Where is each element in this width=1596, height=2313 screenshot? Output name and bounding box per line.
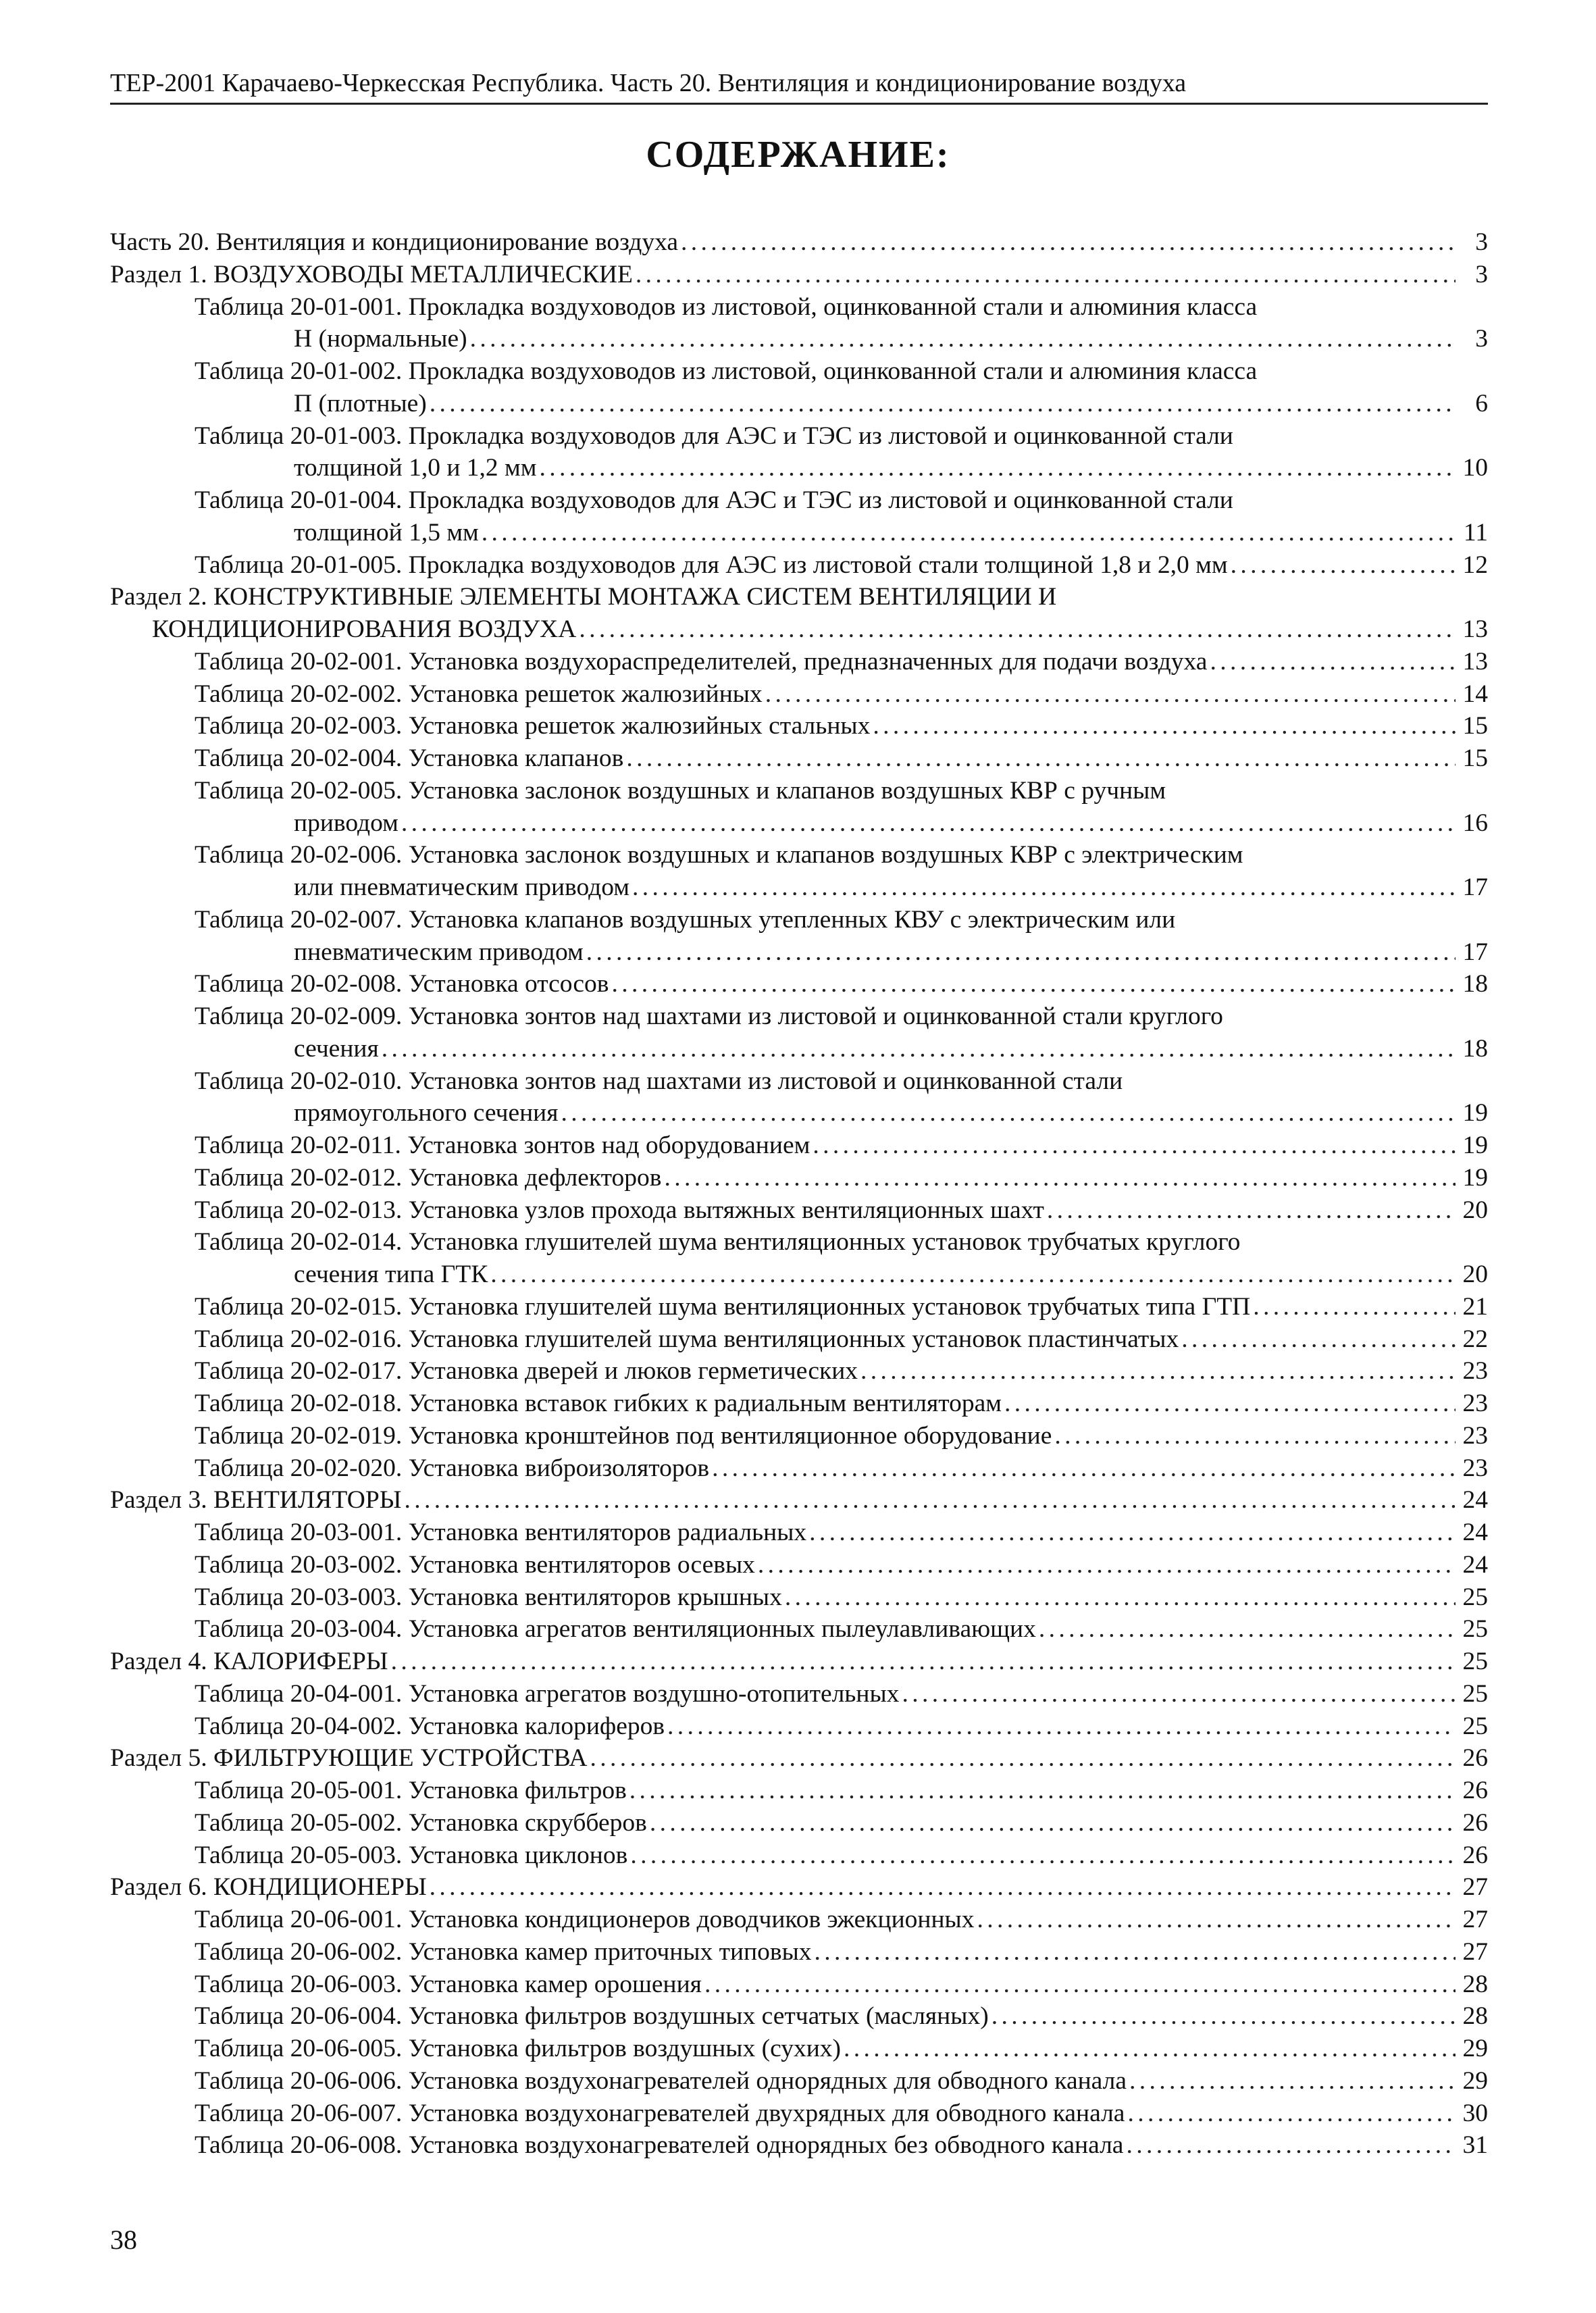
toc-entry-title: Таблица 20-05-002. Установка скрубберов [195,1808,647,1837]
toc-section-entry[interactable] [110,1742,1488,1775]
toc-entry-title: Н (нормальные) [294,325,467,353]
toc-entry-title: сечения типа ГТК [294,1261,488,1288]
dot-leader [1054,1420,1456,1452]
toc-entry-title: Таблица 20-02-017. Установка дверей и люков герметических [195,1357,858,1386]
toc-section-entry[interactable] [110,581,1488,613]
toc-table-entry[interactable] [110,1259,1488,1291]
toc-entry-title: Таблица 20-02-016. Установка глушителей шума вентиляционных установок пластинчатых [195,1325,1179,1353]
dot-leader [1181,1323,1456,1356]
toc-entry-title: Таблица 20-06-006. Установка воздухонагревателей однорядных для обводного канала [195,2066,1127,2095]
toc-entry-title: Часть 20. Вентиляция и кондиционирование воздуха [110,228,679,256]
dot-leader [1047,1194,1456,1227]
toc-entry-title: Таблица 20-04-002. Установка калориферов [195,1712,665,1740]
toc-table-entry[interactable] [110,1226,1488,1259]
dot-leader [404,1484,1456,1517]
toc-page-number: 23 [1462,1454,1488,1482]
toc-table-entry[interactable] [110,710,1488,742]
toc-entry-title: Таблица 20-05-003. Установка циклонов [195,1841,628,1869]
toc-section-entry[interactable] [110,1871,1488,1904]
toc-table-entry[interactable] [110,1420,1488,1452]
dot-leader [809,1517,1456,1549]
toc-table-entry[interactable] [110,1323,1488,1356]
toc-table-entry[interactable] [110,2129,1488,2162]
toc-table-entry[interactable] [110,1968,1488,2001]
dot-leader [785,1581,1456,1614]
dot-leader [1126,2129,1456,2162]
toc-table-entry[interactable] [110,936,1488,969]
toc-table-entry[interactable] [110,1549,1488,1581]
toc-entry-title: Таблица 20-02-004. Установка клапанов [195,744,624,772]
toc-table-entry[interactable] [110,2065,1488,2098]
toc-entry-title: толщиной 1,5 мм [294,518,479,547]
toc-page-number: 18 [1462,1034,1488,1063]
toc-table-entry[interactable] [110,1452,1488,1485]
toc-table-entry[interactable] [110,291,1488,324]
toc-table-entry[interactable] [110,839,1488,871]
dot-leader [902,1678,1456,1710]
toc-entry-title: Таблица 20-02-012. Установка дефлекторов [195,1163,662,1192]
toc-page-number: 13 [1462,647,1488,676]
dot-leader [470,323,1456,355]
toc-table-entry[interactable] [110,484,1488,517]
dot-leader [586,936,1456,969]
dot-leader [430,388,1456,420]
dot-leader [1253,1291,1456,1323]
dot-leader [482,517,1456,549]
dot-leader [1210,646,1456,678]
toc-page-number: 24 [1462,1486,1488,1515]
toc-entry-title: приводом [294,809,398,837]
toc-entry-title: Таблица 20-01-003. Прокладка воздуховодов для АЭС и ТЭС из листовой и оцинкованной стали [195,422,1233,450]
toc-page-number: 18 [1462,970,1488,998]
dot-leader [539,452,1456,484]
toc-entry-title: Таблица 20-05-001. Установка фильтров [195,1777,627,1804]
toc-entry-title: Таблица 20-01-001. Прокладка воздуховодов из листовой, оцинкованной стали и алюминия класса [195,293,1258,321]
toc-page-number: 26 [1462,1841,1488,1869]
toc-entry-title: Таблица 20-02-006. Установка заслонок воздушных и клапанов воздушных КВР с электрическим [195,841,1243,869]
toc-entry-title: Таблица 20-03-004. Установка агрегатов вентиляционных пылеулавливающих [195,1615,1036,1644]
toc-entry-title: Таблица 20-02-020. Установка виброизоляторов [195,1454,710,1482]
toc-entry-title: Таблица 20-03-002. Установка вентиляторов осевых [195,1550,755,1579]
dot-leader [813,1129,1456,1162]
dot-leader [765,678,1456,711]
toc-table-entry[interactable] [110,1775,1488,1807]
toc-entry-title: Раздел 6. КОНДИЦИОНЕРЫ [110,1873,427,1902]
toc-table-entry[interactable] [110,968,1488,1000]
dot-leader [1129,2065,1456,2098]
toc-page-number: 15 [1462,744,1488,772]
toc-entry-title: Раздел 3. ВЕНТИЛЯТОРЫ [110,1486,402,1515]
toc-table-entry[interactable] [110,1613,1488,1646]
toc-page-number: 13 [1462,615,1488,643]
dot-leader [667,1710,1456,1743]
toc-entry-title: Таблица 20-06-008. Установка воздухонагревателей однорядных без обводного канала [195,2131,1124,2160]
toc-table-entry[interactable] [110,2000,1488,2033]
toc-entry-title: Таблица 20-06-005. Установка фильтров воздушных (сухих) [195,2035,842,2062]
dot-leader [579,613,1456,646]
toc-section-entry[interactable] [110,259,1488,291]
toc-table-entry[interactable] [110,1065,1488,1098]
toc-page-number: 19 [1462,1099,1488,1127]
toc-page-number: 30 [1462,2099,1488,2127]
dot-leader [561,1097,1456,1129]
toc-table-entry[interactable] [110,807,1488,840]
toc-table-entry[interactable] [110,1194,1488,1227]
dot-leader [1231,549,1456,582]
toc-page-number: 31 [1462,2131,1488,2160]
toc-entry-title: сечения [294,1034,379,1063]
toc-table-entry[interactable] [110,549,1488,582]
toc-entry-title: Таблица 20-02-013. Установка узлов прохода вытяжных вентиляционных шахт [195,1196,1044,1224]
dot-leader [664,1162,1456,1194]
toc-entry-title: Таблица 20-02-008. Установка отсосов [195,970,609,998]
toc-page-number: 24 [1462,1519,1488,1546]
toc-page-number: 25 [1462,1615,1488,1644]
toc-entry-title: Раздел 5. ФИЛЬТРУЮЩИЕ УСТРОЙСТВА [110,1744,588,1773]
dot-leader [401,807,1456,840]
toc-table-entry[interactable] [110,1839,1488,1872]
toc-table-entry[interactable] [110,1033,1488,1065]
toc-entry-title: Таблица 20-02-019. Установка кронштейнов под вентиляционное оборудование [195,1421,1052,1450]
dot-leader [650,1807,1456,1839]
dot-leader [629,1775,1456,1807]
toc-page-number: 26 [1462,1808,1488,1837]
dot-leader [860,1355,1456,1388]
dot-leader [430,1871,1456,1904]
toc-table-entry[interactable] [110,1710,1488,1743]
toc-page-number: 27 [1462,1937,1488,1966]
toc-entry-title: Таблица 20-03-003. Установка вентиляторов крышных [195,1583,782,1611]
toc-page-number: 19 [1462,1132,1488,1159]
dot-leader [382,1033,1456,1065]
toc-page-number: 27 [1462,1906,1488,1933]
toc-entry-title: Таблица 20-02-011. Установка зонтов над оборудованием [195,1132,810,1159]
toc-page-number: 23 [1462,1357,1488,1386]
toc-page-number: 25 [1462,1648,1488,1675]
toc-table-entry[interactable] [110,1291,1488,1323]
toc-entry-title: Таблица 20-02-014. Установка глушителей шума вентиляционных установок трубчатых круглого [195,1228,1241,1256]
toc-page-number: 14 [1462,680,1488,708]
toc-table-entry[interactable] [110,1807,1488,1839]
toc-entry-title: Таблица 20-02-018. Установка вставок гибких к радиальным вентиляторам [195,1390,1002,1417]
toc-entry-title: П (плотные) [294,389,427,417]
toc-entry-title: прямоугольного сечения [294,1099,559,1127]
toc-entry-title: Таблица 20-02-003. Установка решеток жалюзийных стальных [195,712,871,740]
toc-entry-title: Таблица 20-06-007. Установка воздухонагревателей двухрядных для обводного канала [195,2099,1125,2127]
toc-table-entry[interactable] [110,420,1488,453]
page-title: СОДЕРЖАНИЕ: [646,134,950,176]
toc-page-number: 23 [1462,1421,1488,1450]
dot-leader [391,1646,1456,1678]
toc-table-entry[interactable] [110,2098,1488,2130]
toc-page-number: 22 [1462,1325,1488,1353]
toc-entry-title: толщиной 1,0 и 1,2 мм [294,454,537,482]
toc-page-number: 3 [1475,260,1488,288]
dot-leader [873,710,1456,742]
toc-page-number: 12 [1462,551,1488,579]
toc-page-number: 19 [1462,1163,1488,1192]
toc-entry-title: Таблица 20-02-001. Установка воздухораспределителей, предназначенных для подачи воздуха [195,647,1208,676]
toc-table-entry[interactable] [110,1162,1488,1194]
toc-entry-title: Таблица 20-06-004. Установка фильтров воздушных сетчатых (масляных) [195,2002,989,2031]
toc-table-entry[interactable] [110,2033,1488,2065]
toc-page-number: 11 [1463,518,1488,547]
toc-entry-title: Таблица 20-03-001. Установка вентиляторов радиальных [195,1519,807,1546]
dot-leader [1039,1613,1456,1646]
dot-leader [1004,1388,1456,1420]
toc-page-number: 15 [1462,712,1488,740]
toc-table-entry[interactable] [110,388,1488,420]
toc-entry-title: Таблица 20-02-007. Установка клапанов воздушных утепленных КВУ с электрическим или [195,905,1176,934]
toc-page-number: 21 [1462,1292,1488,1321]
dot-leader [844,2033,1456,2065]
toc-page-number: 17 [1462,938,1488,966]
toc-section-entry[interactable] [110,226,1488,259]
dot-leader [681,226,1456,259]
toc-table-entry[interactable] [110,517,1488,549]
dot-leader [992,2000,1456,2033]
toc-page-number: 20 [1462,1261,1488,1288]
dot-leader [1127,2098,1456,2130]
dot-leader [977,1904,1456,1936]
toc-table-entry[interactable] [110,646,1488,678]
toc-page-number: 3 [1475,228,1488,256]
toc-entry-title: КОНДИЦИОНИРОВАНИЯ ВОЗДУХА [152,615,577,643]
toc-table-entry[interactable] [110,1936,1488,1968]
toc-page-number: 29 [1462,2035,1488,2062]
page-number: 38 [110,2225,137,2255]
toc-table-entry[interactable] [110,1388,1488,1420]
toc-page-number: 26 [1462,1744,1488,1773]
toc-entry-title: Таблица 20-06-003. Установка камер орошения [195,1970,702,1998]
dot-leader [704,1968,1456,2001]
toc-table-entry[interactable] [110,1097,1488,1129]
toc-page-number: 25 [1462,1583,1488,1611]
toc-page-number: 29 [1462,2066,1488,2095]
toc-table-entry[interactable] [110,355,1488,388]
dot-leader [490,1259,1456,1291]
toc-entry-title: Таблица 20-04-001. Установка агрегатов воздушно-отопительных [195,1679,900,1708]
toc-entry-title: Таблица 20-01-005. Прокладка воздуховодов для АЭС из листовой стали толщиной 1,8 и 2,0 мм [195,551,1228,579]
dot-leader [758,1549,1456,1581]
toc-table-entry[interactable] [110,1517,1488,1549]
toc-page-number: 10 [1462,454,1488,482]
toc-table-entry[interactable] [110,1000,1488,1033]
toc-page-number: 28 [1462,1970,1488,1998]
toc-entry-title: Таблица 20-02-015. Установка глушителей шума вентиляционных установок трубчатых типа ГТП [195,1292,1251,1321]
toc-entry-title: Таблица 20-01-004. Прокладка воздуховодов для АЭС и ТЭС из листовой и оцинкованной стали [195,486,1233,514]
toc-page-number: 16 [1462,809,1488,837]
toc-page-number: 28 [1462,2002,1488,2031]
toc-table-entry[interactable] [110,1355,1488,1388]
dot-leader [626,742,1456,775]
dot-leader [630,1839,1456,1872]
toc-page-number: 17 [1462,873,1488,901]
toc-entry-title: или пневматическим приводом [294,873,630,901]
toc-page-number: 25 [1462,1712,1488,1740]
toc-table-entry[interactable] [110,742,1488,775]
toc-page-number: 25 [1462,1679,1488,1708]
dot-leader [632,871,1456,904]
toc-page-number: 23 [1462,1390,1488,1417]
dot-leader [590,1742,1456,1775]
toc-table-entry[interactable] [110,1678,1488,1710]
dot-leader [612,968,1456,1000]
toc-entry-title: Таблица 20-01-002. Прокладка воздуховодов из листовой, оцинкованной стали и алюминия класса [195,357,1258,385]
toc-table-entry[interactable] [110,871,1488,904]
table-of-contents [110,226,1488,2162]
toc-page-number: 24 [1462,1550,1488,1579]
toc-entry-title: Таблица 20-02-010. Установка зонтов над шахтами из листовой и оцинкованной стали [195,1067,1123,1095]
toc-entry-title: Таблица 20-06-001. Установка кондиционеров доводчиков эжекционных [195,1906,975,1933]
toc-section-entry[interactable] [110,613,1488,646]
toc-table-entry[interactable] [110,452,1488,484]
toc-section-entry[interactable] [110,1484,1488,1517]
toc-entry-title: Раздел 1. ВОЗДУХОВОДЫ МЕТАЛЛИЧЕСКИЕ [110,260,633,288]
dot-leader [712,1452,1456,1485]
toc-entry-title: Раздел 4. КАЛОРИФЕРЫ [110,1648,388,1675]
toc-table-entry[interactable] [110,1581,1488,1614]
toc-page-number: 27 [1462,1873,1488,1902]
dot-leader [636,259,1456,291]
toc-table-entry[interactable] [110,904,1488,936]
toc-entry-title: Раздел 2. КОНСТРУКТИВНЫЕ ЭЛЕМЕНТЫ МОНТАЖА СИСТЕМ ВЕНТИЛЯЦИИ И [110,583,1057,611]
dot-leader [815,1936,1456,1968]
running-header: ТЕР-2001 Карачаево-Черкесская Республика. Часть 20. Вентиляция и кондиционирование воздуха [110,68,1488,105]
toc-table-entry[interactable] [110,1129,1488,1162]
toc-section-entry[interactable] [110,1646,1488,1678]
toc-entry-title: Таблица 20-06-002. Установка камер приточных типовых [195,1937,812,1966]
toc-table-entry[interactable] [110,678,1488,711]
toc-page-number: 26 [1462,1777,1488,1804]
toc-entry-title: пневматическим приводом [294,938,584,966]
toc-entry-title: Таблица 20-02-005. Установка заслонок воздушных и клапанов воздушных КВР с ручным [195,776,1166,805]
toc-page-number: 3 [1475,325,1488,353]
toc-page-number: 6 [1475,389,1488,417]
toc-table-entry[interactable] [110,323,1488,355]
toc-entry-title: Таблица 20-02-009. Установка зонтов над шахтами из листовой и оцинкованной стали круглого [195,1002,1223,1030]
toc-table-entry[interactable] [110,1904,1488,1936]
toc-table-entry[interactable] [110,775,1488,807]
toc-entry-title: Таблица 20-02-002. Установка решеток жалюзийных [195,680,763,708]
toc-page-number: 20 [1462,1196,1488,1224]
